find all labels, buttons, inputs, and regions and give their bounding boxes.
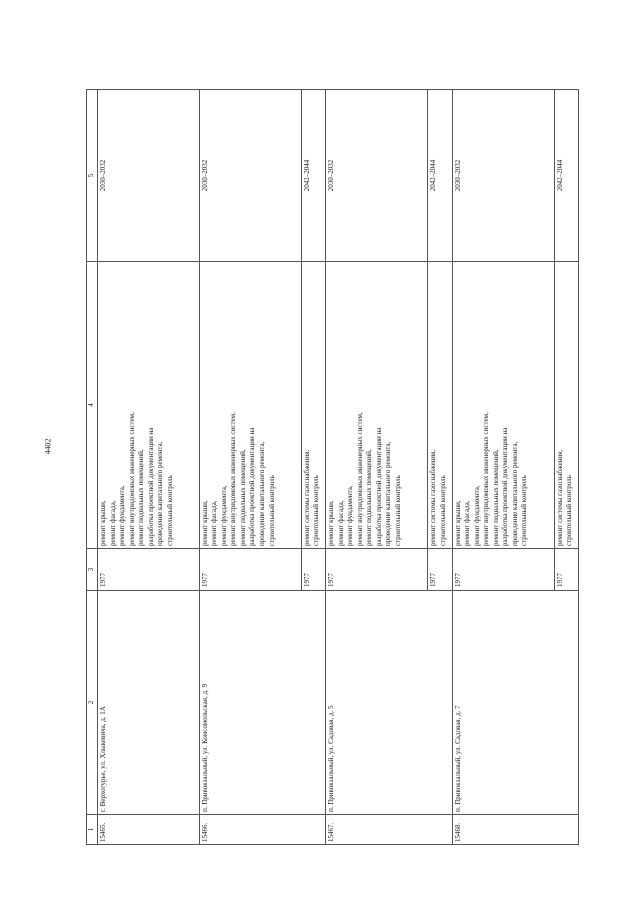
table-row [326, 90, 428, 845]
work-item: разработка проектной документации на [146, 427, 155, 546]
year-cell: 1977 [301, 549, 325, 591]
year-cell: 1977 [199, 549, 301, 591]
row-number: 15467. [326, 815, 452, 845]
row-number: 15465. [98, 815, 200, 845]
work-item: ремонт крыши, [200, 500, 209, 546]
column-header: 5 [87, 90, 98, 262]
table-row [199, 90, 301, 845]
work-item: проведение капитального ремонта, [384, 441, 393, 546]
works-cell [199, 262, 301, 549]
address-cell: п. Привокзальный, ул. Комсомольская, д. 9 [199, 591, 325, 815]
work-item: строительный контроль [267, 475, 276, 546]
work-item: ремонт подвальных помещений, [365, 449, 374, 546]
work-item: ремонт системы газоснабжения, [302, 449, 311, 546]
work-item: разработка проектной документации на [374, 427, 383, 546]
period-cell: 2042–2044 [301, 90, 325, 262]
work-item: ремонт крыши, [99, 500, 107, 546]
work-item: ремонт внутридомовых инженерных систем, [355, 412, 364, 546]
work-item: ремонт подвальных помещений, [491, 449, 500, 546]
row-number: 15466. [199, 815, 325, 845]
work-item: ремонт системы газоснабжения, [555, 449, 564, 546]
work-item: проведение капитального ремонта, [258, 441, 266, 546]
work-item: строительный контроль [565, 475, 574, 546]
year-cell: 1977 [554, 549, 578, 591]
work-item: ремонт фасада, [210, 500, 219, 546]
work-item: ремонт фундамента, [219, 485, 228, 546]
work-item: ремонт фундамента, [346, 485, 355, 546]
rotated-table-wrapper [86, 90, 579, 845]
year-cell: 1977 [428, 549, 452, 591]
work-item: проведение капитального ремонта, [156, 441, 165, 546]
works-cell [301, 262, 325, 549]
work-item: строительный контроль [165, 475, 174, 546]
work-item: ремонт фундамента, [472, 485, 481, 546]
address-cell: г. Верхотурье, ул. Хлыкевича, д. 1А [98, 591, 200, 815]
work-item: строительный контроль [393, 475, 402, 546]
row-number: 15468. [452, 815, 578, 845]
works-cell [326, 262, 428, 549]
work-item: ремонт внутридомовых инженерных систем, [229, 412, 238, 546]
year-cell: 1977 [98, 549, 200, 591]
works-cell [452, 262, 554, 549]
work-item: строительный контроль [312, 475, 321, 546]
period-cell: 2042–2044 [554, 90, 578, 262]
page-number: 4402 [43, 438, 53, 455]
work-item: ремонт подвальных помещений, [238, 449, 247, 546]
column-header: 4 [87, 262, 98, 549]
work-item: ремонт крыши, [453, 500, 462, 546]
address-cell: п. Привокзальный, ул. Садовая, д. 5 [326, 591, 452, 815]
work-item: ремонт фасада, [463, 500, 472, 546]
work-item: ремонт подвальных помещений, [137, 449, 146, 546]
work-item: ремонт фасада, [336, 500, 345, 546]
work-item: проведение капитального ремонта, [510, 441, 519, 546]
work-item: ремонт системы газоснабжения, [429, 449, 438, 546]
work-item: ремонт крыши, [327, 500, 336, 546]
period-cell: 2030–2032 [326, 90, 428, 262]
capital-repair-table [86, 89, 579, 845]
year-cell: 1977 [326, 549, 428, 591]
work-item: строительный контроль [438, 475, 447, 546]
work-item: разработка проектной документации на [501, 427, 510, 546]
period-cell: 2030–2032 [452, 90, 554, 262]
works-cell [428, 262, 452, 549]
works-cell [554, 262, 578, 549]
address-cell: п. Привокзальный, ул. Садовая, д. 7 [452, 591, 578, 815]
work-item: ремонт внутридомовых инженерных систем, [127, 412, 136, 546]
works-cell [98, 262, 200, 549]
column-header: 3 [87, 549, 98, 591]
table-row [452, 90, 554, 845]
work-item: ремонт внутридомовых инженерных систем, [482, 412, 491, 546]
period-cell: 2030–2032 [199, 90, 301, 262]
year-cell: 1977 [452, 549, 554, 591]
column-header: 1 [87, 815, 98, 845]
period-cell: 2042–2044 [428, 90, 452, 262]
work-item: ремонт фасада, [108, 500, 117, 546]
period-cell: 2030–2032 [98, 90, 200, 262]
column-header: 2 [87, 591, 98, 815]
work-item: строительный контроль [520, 475, 529, 546]
column-number-row [87, 90, 98, 845]
work-item: разработка проектной документации на [248, 427, 257, 546]
work-item: ремонт фундамента, [118, 485, 127, 546]
table-row [98, 90, 200, 845]
